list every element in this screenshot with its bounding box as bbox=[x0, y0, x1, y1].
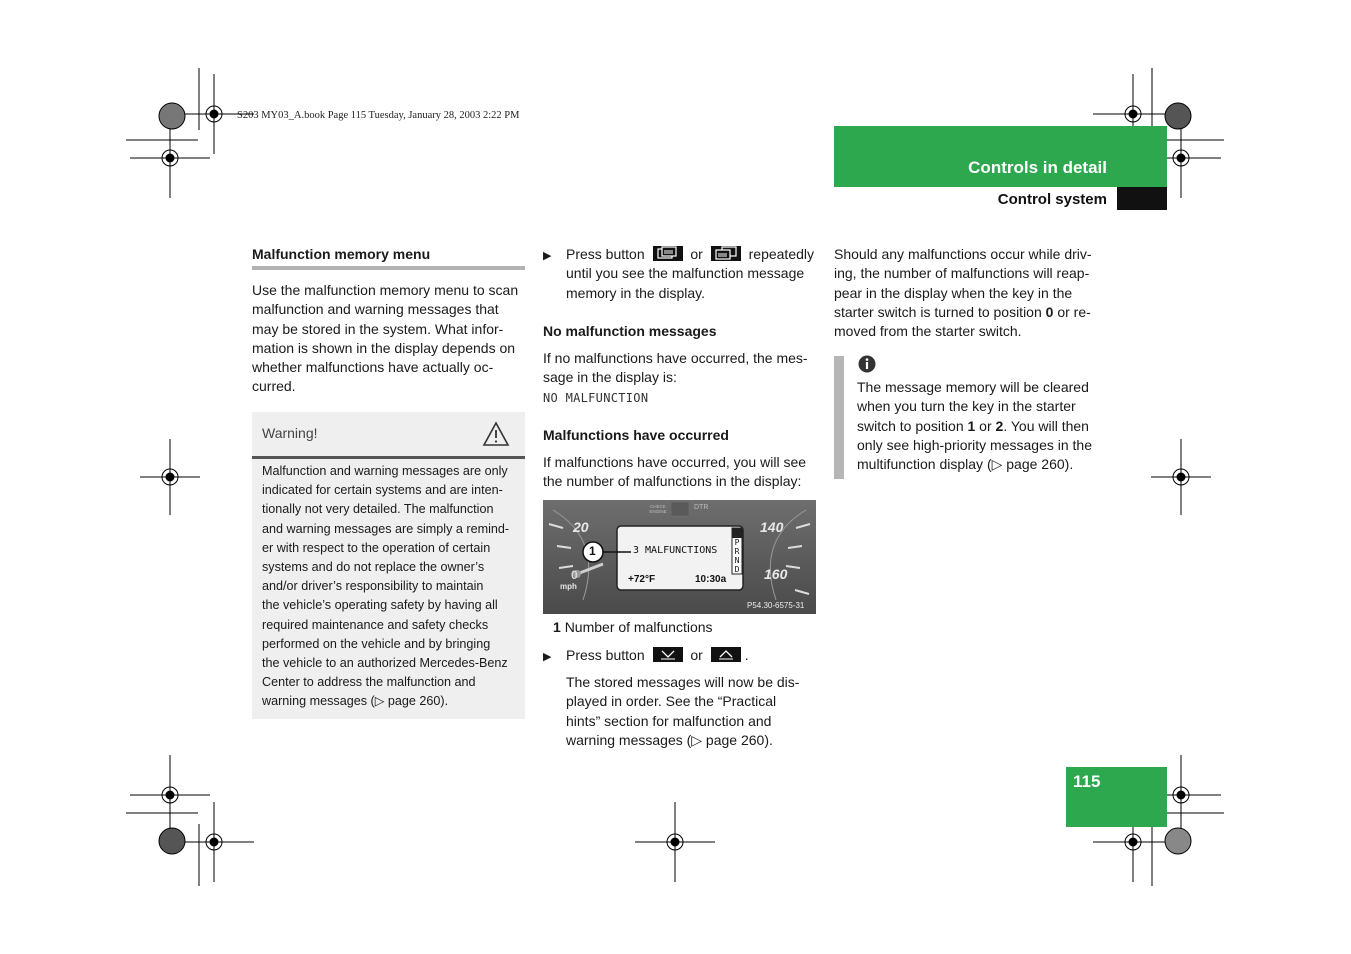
intro-line: Use the malfunction memory menu to scan bbox=[252, 282, 519, 298]
intro-line: may be stored in the system. What infor- bbox=[252, 320, 504, 337]
heading-rule bbox=[252, 266, 525, 270]
speed-label-20: 20 bbox=[573, 519, 589, 535]
para-line4-pre: starter switch is turned to position bbox=[834, 303, 1046, 320]
warning-line: and/or driver’s responsibility to maintain bbox=[262, 579, 484, 594]
malfunction-reappear-paragraph bbox=[834, 245, 1114, 341]
intro-line: whether malfunctions have actually oc- bbox=[252, 359, 494, 376]
page-number: 115 bbox=[1073, 772, 1101, 791]
warning-line: tionally not very detailed. The malfunction bbox=[262, 502, 494, 517]
info-line: The message memory will be cleared bbox=[857, 379, 1089, 395]
check-engine-label: CHECK ENGINE bbox=[649, 504, 667, 514]
display-clock: 10:30a bbox=[695, 574, 727, 585]
info-line: only see high-priority messages in the bbox=[857, 436, 1093, 453]
no-malfunction-heading: No malfunction messages bbox=[543, 323, 717, 339]
step1-or: or bbox=[690, 246, 703, 262]
instrument-cluster-figure bbox=[543, 500, 816, 614]
info-line3-post: . You will then bbox=[1003, 417, 1089, 434]
position-zero: 0 bbox=[1045, 303, 1054, 320]
gear-letter: P bbox=[734, 538, 740, 547]
print-header: S203 MY03_A.book Page 115 Tuesday, January 28, 2003 2:22 PM bbox=[237, 110, 520, 121]
down-arrow-button-icon[interactable] bbox=[653, 647, 683, 662]
gear-indicator bbox=[733, 538, 741, 574]
have-malf-line: the number of malfunctions in the display: bbox=[543, 473, 802, 490]
malfunction-memory-heading: Malfunction memory menu bbox=[252, 246, 431, 262]
gear-letter: R bbox=[734, 547, 740, 556]
warning-line: Malfunction and warning messages are only bbox=[262, 464, 508, 478]
bullet-icon: ▶ bbox=[543, 250, 552, 262]
dtr-label: DTR bbox=[694, 504, 709, 511]
step2-end: . bbox=[744, 647, 749, 663]
intro-paragraph bbox=[252, 281, 527, 397]
warning-line: indicated for certain systems and are inten- bbox=[262, 483, 503, 498]
bullet-icon: ▶ bbox=[543, 651, 552, 663]
step2-line: hints” section for malfunction and bbox=[566, 712, 772, 729]
intro-line: malfunction and warning messages that bbox=[252, 301, 499, 318]
section-tab-marker bbox=[1117, 187, 1167, 210]
step2-line: warning messages (▷ page 260). bbox=[566, 731, 773, 748]
malfunctions-occurred-heading: Malfunctions have occurred bbox=[543, 427, 729, 443]
intro-line: mation is shown in the display depends on bbox=[252, 339, 516, 356]
warning-triangle-icon bbox=[482, 421, 510, 447]
step-press-arrow-button bbox=[543, 646, 818, 667]
have-malf-line: If malfunctions have occurred, you will see bbox=[543, 454, 807, 470]
gear-letter: D bbox=[734, 565, 740, 574]
legend-text: Number of malfunctions bbox=[564, 619, 713, 635]
warning-line: required maintenance and safety checks bbox=[262, 617, 489, 632]
display-next-button-icon[interactable] bbox=[653, 246, 683, 261]
unit-mph: mph bbox=[560, 582, 577, 591]
warning-line: and warning messages are simply a remind- bbox=[262, 521, 510, 536]
info-line3-pre: switch to position bbox=[857, 417, 968, 434]
para-line: pear in the display when the key in the bbox=[834, 284, 1073, 301]
step2-explanation bbox=[566, 673, 821, 750]
warning-line: the vehicle’s operating safety by having all bbox=[262, 598, 498, 613]
step2-text: Press button bbox=[566, 647, 645, 663]
step1-line: memory in the display. bbox=[566, 284, 706, 301]
figure-code: P54.30-6575-31 bbox=[747, 601, 805, 610]
step2-line: The stored messages will now be dis- bbox=[566, 674, 800, 690]
warning-text bbox=[262, 462, 520, 712]
no-malfunction-text bbox=[543, 349, 818, 388]
speed-label-140: 140 bbox=[760, 519, 784, 535]
subsection-title: Control system bbox=[997, 191, 1107, 208]
speed-label-160: 160 bbox=[764, 566, 788, 582]
gear-letter: N bbox=[734, 556, 740, 565]
step2-line: played in order. See the “Practical bbox=[566, 693, 777, 710]
para-line5: moved from the starter switch. bbox=[834, 323, 1022, 340]
para-line4-post: or re- bbox=[1053, 303, 1091, 320]
speed-label-0: 0 bbox=[571, 568, 578, 582]
display-temperature: +72°F bbox=[628, 574, 656, 585]
warning-line: the vehicle to an authorized Mercedes-Benz bbox=[262, 656, 508, 671]
warning-line: Center to address the malfunction and bbox=[262, 675, 476, 690]
info-icon bbox=[857, 354, 877, 374]
warning-line: performed on the vehicle and by bringing bbox=[262, 636, 491, 651]
display-prev-button-icon[interactable] bbox=[711, 246, 741, 261]
no-malf-line: If no malfunctions have occurred, the mes- bbox=[543, 350, 808, 366]
step1-text: Press button bbox=[566, 246, 645, 262]
step1-continuation bbox=[566, 264, 814, 303]
info-line3-mid: or bbox=[975, 417, 996, 434]
figure-legend bbox=[553, 618, 713, 637]
step-press-display-button bbox=[543, 245, 818, 303]
legend-number: 1 bbox=[553, 619, 561, 635]
info-line: multifunction display (▷ page 260). bbox=[857, 456, 1074, 473]
para-line: Should any malfunctions occur while driv- bbox=[834, 246, 1092, 262]
display-message: 3 MALFUNCTIONS bbox=[633, 545, 718, 556]
info-note-bar bbox=[834, 356, 844, 479]
callout-number: 1 bbox=[589, 544, 596, 558]
step1-text-end: repeatedly bbox=[748, 246, 815, 262]
no-malf-line: sage in the display is: bbox=[543, 369, 677, 386]
warning-label: Warning! bbox=[262, 425, 318, 441]
up-arrow-button-icon[interactable] bbox=[711, 647, 741, 662]
malfunctions-occurred-text bbox=[543, 453, 818, 492]
warning-line: systems and do not replace the owner’s bbox=[262, 560, 485, 575]
warning-line: warning messages (▷ page 260). bbox=[262, 694, 449, 709]
no-malfunction-display-text: NO MALFUNCTION bbox=[543, 391, 649, 405]
section-title: Controls in detail bbox=[968, 158, 1107, 177]
intro-line: curred. bbox=[252, 378, 296, 395]
step1-line: until you see the malfunction message bbox=[566, 265, 805, 282]
warning-rule bbox=[252, 456, 525, 459]
position-one: 1 bbox=[967, 417, 976, 434]
para-line: ing, the number of malfunctions will reap- bbox=[834, 265, 1090, 282]
step2-or: or bbox=[690, 647, 703, 663]
info-note-text bbox=[857, 378, 1117, 474]
info-line: when you turn the key in the starter bbox=[857, 398, 1076, 415]
position-two: 2 bbox=[995, 417, 1004, 434]
warning-line: er with respect to the operation of certain bbox=[262, 540, 491, 555]
